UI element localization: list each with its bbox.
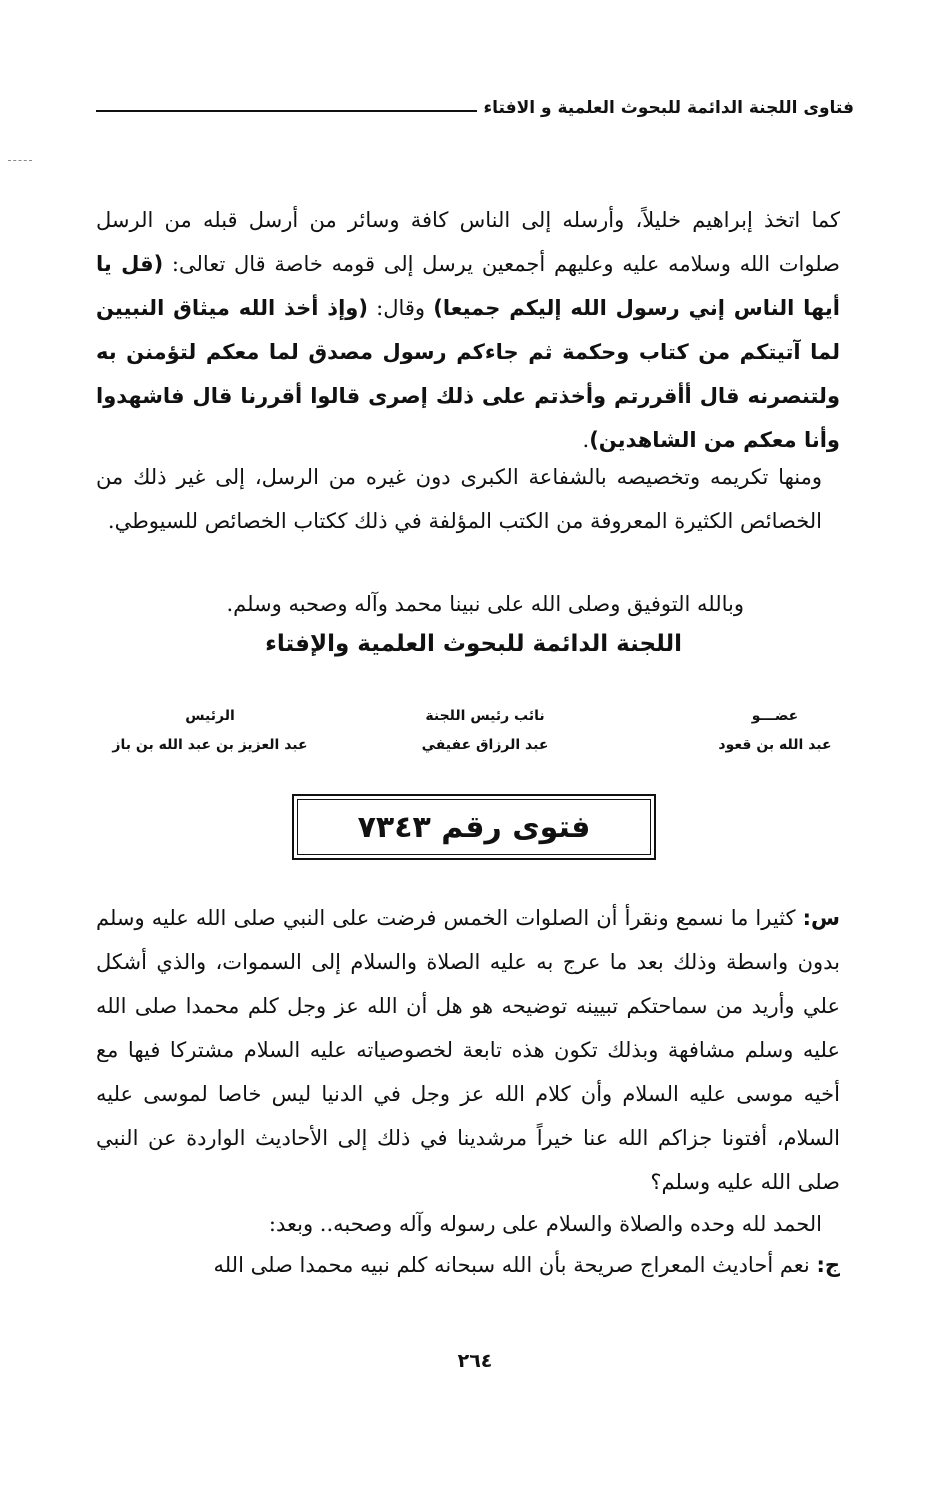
page-number: ٢٦٤ bbox=[457, 1350, 493, 1372]
closing-block bbox=[96, 584, 840, 664]
question-body: كثيرا ما نسمع ونقرأ أن الصلوات الخمس فرضت على النبي صلى الله عليه وسلم بدون واسطة وذلك بعد ما عرج به عليه الصلاة والسلام إلى السموات، والذي أشكل علي وأريد من سماحتكم تبيينه توضيحه هو هل أن الله عز وجل كلم محمدا صلى الله عليه وسلم مشافهة وبذلك تكون هذه تابعة لخصوصياته عليه السلام مشتركا فيها مع أخيه موسى عليه السلام وأن كلام الله عز وجل في الدنيا ليس خاصا لموسى عليه السلام، أفتونا جزاكم الله عنا خيراً مرشدينا في ذلك إلى الأحاديث الواردة عن النبي صلى الله عليه وسلم؟ bbox=[96, 906, 840, 1194]
paragraph-1-connector: وقال: bbox=[367, 296, 434, 320]
answer-label: ج: bbox=[816, 1253, 840, 1277]
scan-mark bbox=[8, 160, 32, 161]
question-text bbox=[96, 896, 840, 1204]
signature-role: عضـــو bbox=[751, 708, 799, 724]
paragraph-1-intro: كما اتخذ إبراهيم خليلاً، وأرسله إلى الناس كافة وسائر من أرسل قبله من الرسل صلوات الله وسلامه عليه وعليهم أجمعين يرسل إلى قومه خاصة قال تعالى: bbox=[96, 208, 840, 276]
header-title: فتاوى اللجنة الدائمة للبحوث العلمية و الافتاء bbox=[483, 98, 854, 118]
preface-text: الحمد لله وحده والصلاة والسلام على رسوله وآله وصحبه.. وبعد: bbox=[268, 1212, 822, 1236]
paragraph-2 bbox=[96, 455, 840, 543]
signature-name: عبد الرزاق عفيفي bbox=[421, 737, 549, 753]
question-block bbox=[96, 896, 840, 1286]
fatwa-heading: فتوى رقم ٧٣٤٣ bbox=[297, 799, 651, 855]
question-label: س: bbox=[802, 906, 841, 930]
header-rule bbox=[96, 110, 477, 112]
signature-chair bbox=[90, 702, 330, 760]
answer-body: نعم أحاديث المعراج صريحة بأن الله سبحانه كلم نبيه محمدا صلى الله bbox=[213, 1253, 817, 1277]
running-header bbox=[96, 88, 854, 118]
signature-role: نائب رئيس اللجنة bbox=[425, 708, 545, 724]
signature-deputy bbox=[400, 702, 570, 760]
paragraph-2-text: ومنها تكريمه وتخصيصه بالشفاعة الكبرى دون غيره من الرسل، إلى غير ذلك من الخصائص الكثيرة المعروفة من الكتب المؤلفة في ذلك ككتاب الخصائص للسيوطي. bbox=[96, 465, 822, 533]
signatures bbox=[96, 702, 840, 772]
paragraph-1-text bbox=[96, 198, 840, 462]
signature-member bbox=[710, 702, 840, 760]
signature-name: عبد العزيز بن عبد الله بن باز bbox=[112, 737, 308, 753]
fatwa-heading-box bbox=[292, 794, 656, 860]
paragraph-1-end: . bbox=[582, 428, 590, 452]
signature-role: الرئيس bbox=[185, 708, 235, 724]
quran-quote-2: (وإذ أخذ الله ميثاق النبيين لما آتيتكم من كتاب وحكمة ثم جاءكم رسول مصدق لما معكم لتؤمنن به ولتنصرنه قال أأقررتم وأخذتم على ذلك إصرى قالوا أقررنا قال فاشهدوا وأنا معكم من الشاهدين) bbox=[96, 296, 840, 452]
paragraph-1 bbox=[96, 198, 840, 462]
signature-name: عبد الله بن قعود bbox=[718, 737, 832, 753]
committee-name: اللجنة الدائمة للبحوث العلمية والإفتاء bbox=[265, 631, 682, 657]
closing-line: وبالله التوفيق وصلى الله على نبينا محمد وآله وصحبه وسلم. bbox=[226, 592, 744, 616]
answer-text bbox=[96, 1244, 840, 1286]
quran-quote-1: (قل يا أيها الناس إني رسول الله إليكم جميعا) bbox=[96, 252, 840, 320]
